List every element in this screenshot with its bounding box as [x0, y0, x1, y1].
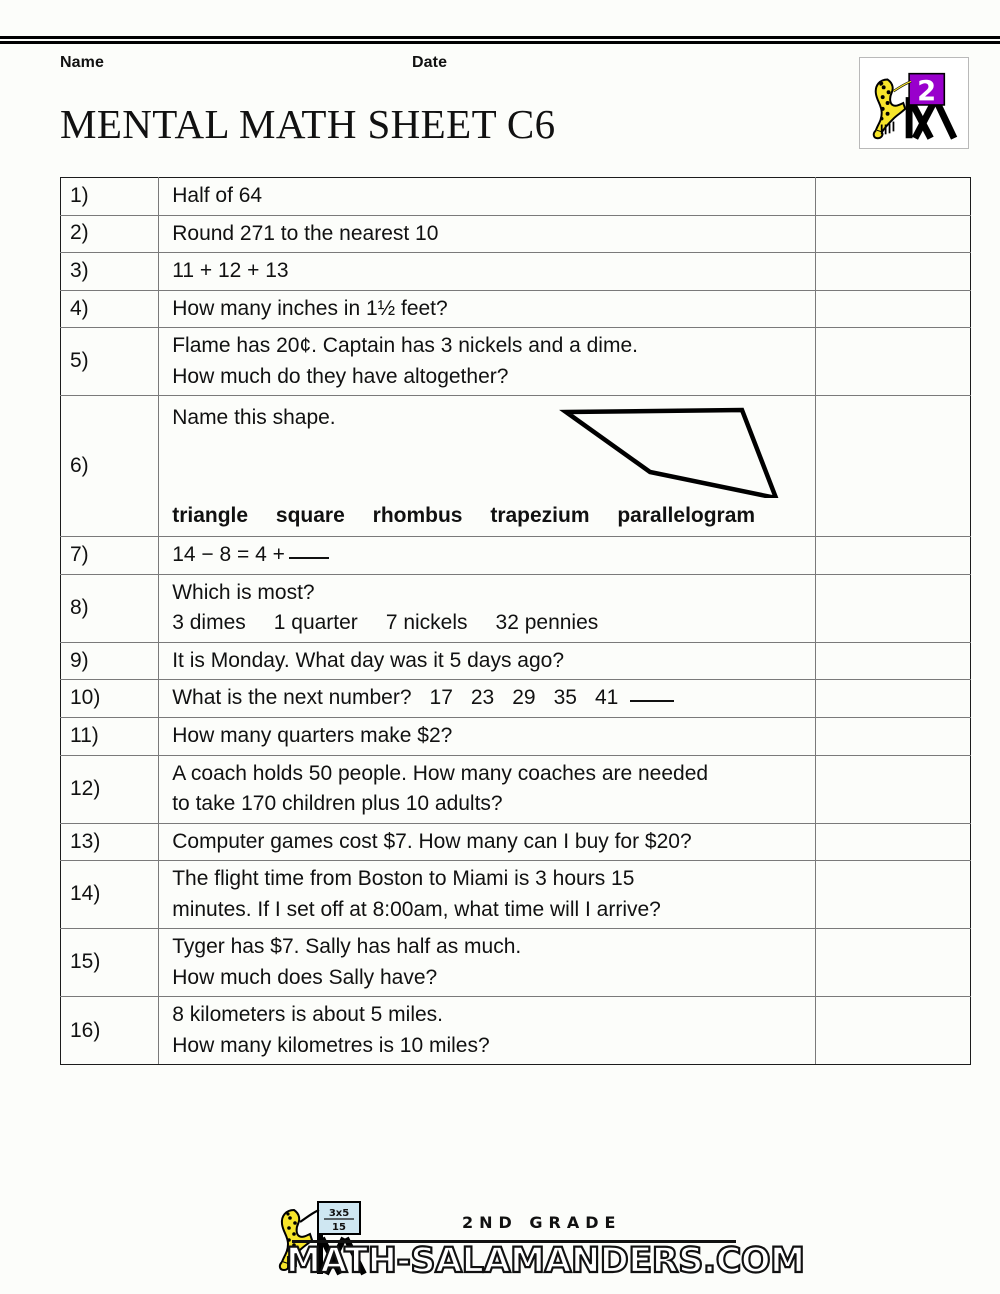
- table-row: [61, 537, 971, 575]
- answer-cell[interactable]: [816, 755, 971, 823]
- grade-badge-logo: [859, 57, 969, 149]
- question-line: 8 kilometers is about 5 miles.: [172, 1003, 443, 1027]
- question-line: Flame has 20¢. Captain has 3 nickels and a dime.: [172, 334, 638, 358]
- question-number: 1): [61, 178, 159, 216]
- whiteboard-bottom-text: 15: [332, 1222, 346, 1233]
- page-top-rule: [0, 36, 1000, 44]
- question-line: [172, 684, 807, 713]
- question-number: 12): [61, 755, 159, 823]
- quadrilateral-shape-icon: [554, 398, 794, 498]
- question-line: Half of 64: [172, 184, 263, 207]
- choice-7-nickels[interactable]: 7 nickels: [385, 611, 468, 635]
- question-number: 2): [61, 215, 159, 253]
- shape-option-rhombus[interactable]: rhombus: [372, 503, 463, 527]
- question-number: 8): [61, 574, 159, 642]
- question-body: [159, 215, 816, 253]
- answer-cell[interactable]: [816, 718, 971, 756]
- question-body: [159, 178, 816, 216]
- footer-logo-group[interactable]: [272, 1196, 805, 1288]
- table-row: [61, 861, 971, 929]
- question-number: 7): [61, 537, 159, 575]
- answer-cell[interactable]: [816, 574, 971, 642]
- question-line: Computer games cost $7. How many can I buy for $20?: [172, 829, 692, 853]
- question-text: 14 − 8 = 4 +: [172, 543, 285, 567]
- question-body: [159, 680, 816, 718]
- choice-3-dimes[interactable]: 3 dimes: [172, 611, 246, 635]
- answer-cell[interactable]: [816, 178, 971, 216]
- question-body: [159, 642, 816, 680]
- question-body: [159, 253, 816, 291]
- table-row: [61, 718, 971, 756]
- question-line: How many kilometres is 10 miles?: [172, 1033, 490, 1057]
- question-number: 16): [61, 997, 159, 1065]
- shape-option-trapezium[interactable]: trapezium: [490, 503, 590, 527]
- table-row: [61, 997, 971, 1065]
- table-row: [61, 680, 971, 718]
- table-row: [61, 755, 971, 823]
- question-line: [172, 541, 807, 570]
- table-row: [61, 396, 971, 537]
- question-body: [159, 537, 816, 575]
- sequence-term-1: 17: [429, 686, 453, 710]
- table-row: [61, 642, 971, 680]
- answer-cell[interactable]: [816, 328, 971, 396]
- question-body: [159, 861, 816, 929]
- question-line: Tyger has $7. Sally has half as much.: [172, 935, 522, 959]
- table-row: [61, 574, 971, 642]
- whiteboard-top-text: 3x5: [328, 1208, 350, 1219]
- choice-1-quarter[interactable]: 1 quarter: [273, 611, 358, 635]
- question-body: [159, 290, 816, 328]
- shape-option-parallelogram[interactable]: parallelogram: [617, 503, 756, 527]
- question-number: 11): [61, 718, 159, 756]
- question-line: How many inches in 1½ feet?: [172, 296, 448, 320]
- question-body-shape: [159, 396, 816, 537]
- footer-website-link[interactable]: MATH-SALAMANDERS.COM: [286, 1241, 805, 1281]
- question-number: 10): [61, 680, 159, 718]
- question-line: A coach holds 50 people. How many coaches are needed: [172, 761, 709, 785]
- sequence-term-5: 41: [594, 686, 619, 710]
- table-row: [61, 328, 971, 396]
- table-row: [61, 290, 971, 328]
- answer-cell[interactable]: [816, 396, 971, 537]
- name-label: Name: [60, 54, 104, 71]
- question-number: 13): [61, 823, 159, 861]
- question-body: [159, 718, 816, 756]
- question-line: It is Monday. What day was it 5 days ago?: [172, 648, 565, 672]
- question-number: 9): [61, 642, 159, 680]
- page-footer: [0, 1196, 1000, 1288]
- question-line: How much does Sally have?: [172, 965, 438, 989]
- answer-cell[interactable]: [816, 929, 971, 997]
- question-line: Which is most?: [172, 580, 315, 604]
- question-body: [159, 328, 816, 396]
- shape-option-triangle[interactable]: triangle: [172, 503, 249, 527]
- table-row: [61, 215, 971, 253]
- choice-32-pennies[interactable]: 32 pennies: [495, 611, 599, 635]
- question-body: [159, 929, 816, 997]
- answer-cell[interactable]: [816, 215, 971, 253]
- question-text: What is the next number?: [172, 686, 412, 710]
- question-line: 11 + 12 + 13: [172, 259, 289, 283]
- answer-blank[interactable]: [289, 557, 329, 559]
- question-number: 14): [61, 861, 159, 929]
- answer-cell[interactable]: [816, 290, 971, 328]
- answer-cell[interactable]: [816, 537, 971, 575]
- question-line: minutes. If I set off at 8:00am, what time will I arrive?: [172, 897, 661, 921]
- question-body: [159, 755, 816, 823]
- answer-cell[interactable]: [816, 823, 971, 861]
- shape-option-square[interactable]: square: [275, 503, 345, 527]
- answer-cell[interactable]: [816, 253, 971, 291]
- question-number: 6): [61, 396, 159, 537]
- shape-prompt: Name this shape.: [172, 406, 336, 430]
- question-number: 4): [61, 290, 159, 328]
- table-row: [61, 253, 971, 291]
- question-number: 3): [61, 253, 159, 291]
- sequence-term-3: 29: [512, 686, 536, 710]
- grade-badge-illustration: [860, 58, 968, 148]
- footer-grade-label: 2ND GRADE: [462, 1213, 622, 1232]
- question-choices: [172, 609, 807, 638]
- question-number: 5): [61, 328, 159, 396]
- answer-blank[interactable]: [630, 700, 674, 702]
- table-row: [61, 823, 971, 861]
- answer-cell[interactable]: [816, 642, 971, 680]
- sequence-term-4: 35: [553, 686, 577, 710]
- question-line: How many quarters make $2?: [172, 724, 453, 748]
- question-body: [159, 574, 816, 642]
- answer-cell[interactable]: [816, 680, 971, 718]
- top-rule-line-1: [0, 36, 1000, 39]
- question-line: Round 271 to the nearest 10: [172, 221, 439, 245]
- question-line: The flight time from Boston to Miami is 3 hours 15: [172, 867, 635, 891]
- questions-table: [60, 177, 971, 1065]
- worksheet-header: [0, 44, 1000, 147]
- question-line: to take 170 children plus 10 adults?: [172, 792, 503, 816]
- grade-number: 2: [917, 76, 937, 108]
- shape-option-list: [172, 502, 755, 531]
- table-row: [61, 929, 971, 997]
- question-number: 15): [61, 929, 159, 997]
- question-body: [159, 997, 816, 1065]
- question-body: [159, 823, 816, 861]
- answer-cell[interactable]: [816, 997, 971, 1065]
- question-line: How much do they have altogether?: [172, 364, 509, 388]
- page-title: MENTAL MATH SHEET C6: [60, 101, 556, 147]
- answer-cell[interactable]: [816, 861, 971, 929]
- date-label: Date: [412, 54, 448, 71]
- table-row: [61, 178, 971, 216]
- sequence-term-2: 23: [470, 686, 495, 710]
